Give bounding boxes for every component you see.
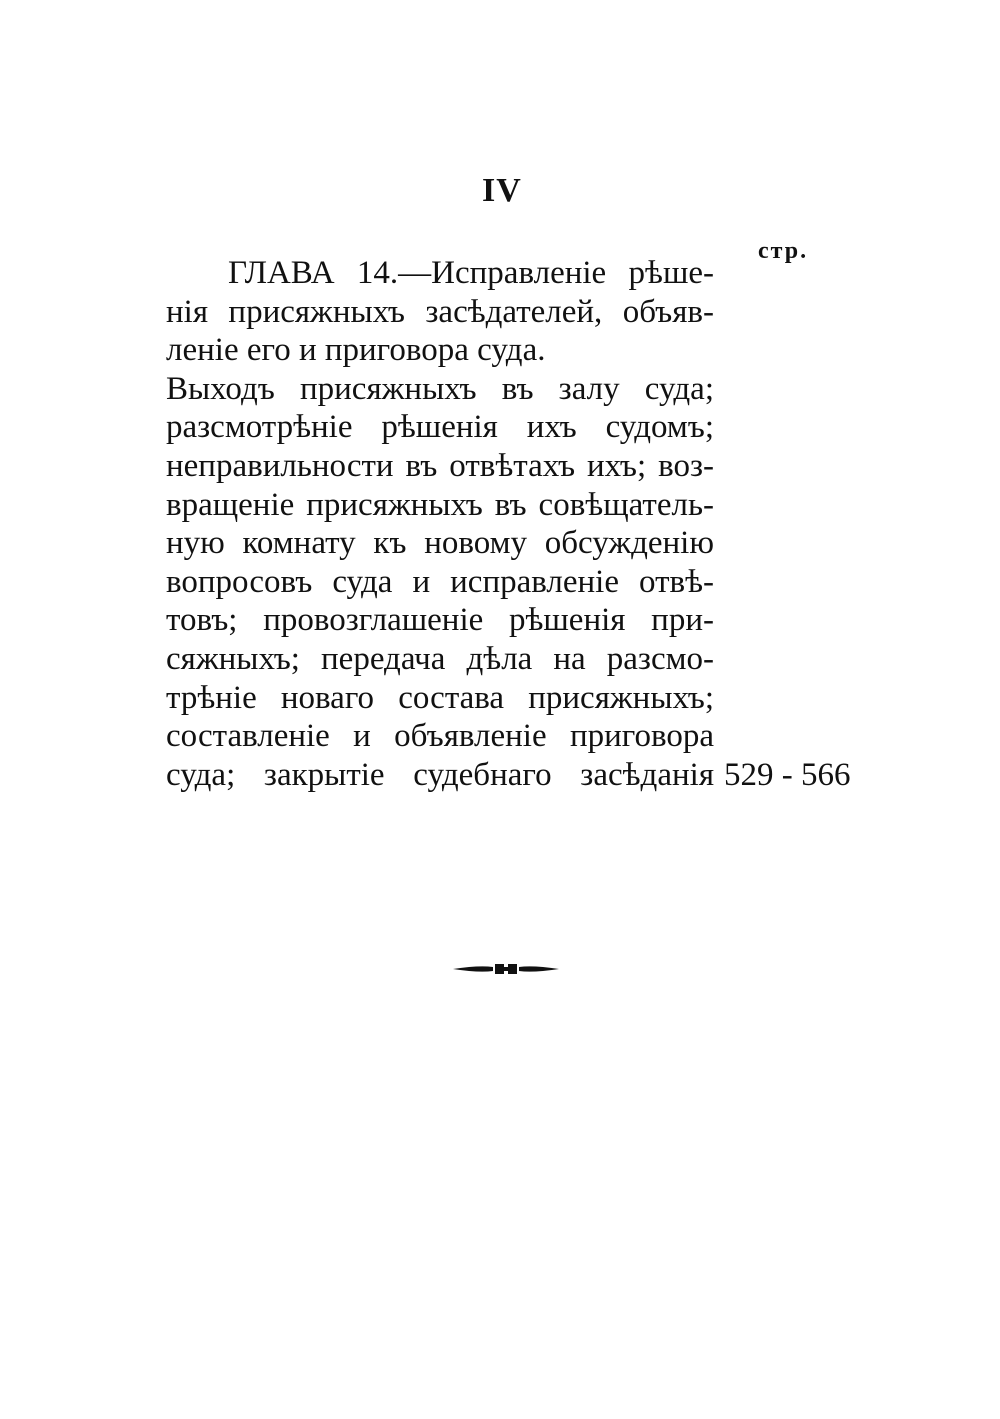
chapter-entry xyxy=(166,254,714,794)
entry-line: сяжныхъ; передача дѣла на разсмо- xyxy=(166,640,714,677)
ornament-rule-icon xyxy=(453,960,559,978)
page-number: IV xyxy=(482,172,522,209)
entry-line: вопросовъ суда и исправленіе отвѣ- xyxy=(166,563,714,600)
entry-line: составленіе и объявленіе приговора xyxy=(166,718,714,755)
entry-line: ную комнату къ новому обсужденію xyxy=(166,525,714,562)
entry-line: неправильности въ отвѣтахъ ихъ; воз- xyxy=(166,447,714,484)
entry-line: нія присяжныхъ засѣдателей, объяв- xyxy=(166,293,714,330)
entry-line: товъ; провозглашеніе рѣшенія при- xyxy=(166,602,714,639)
entry-line: трѣніе новаго состава присяжныхъ; xyxy=(166,679,714,716)
entry-line: разсмотрѣніе рѣшенія ихъ судомъ; xyxy=(166,409,714,446)
entry-line: вращеніе присяжныхъ въ совѣщатель- xyxy=(166,486,714,523)
page-range: 529 - 566 xyxy=(724,757,851,793)
entry-line: Выходъ присяжныхъ въ залу суда; xyxy=(166,370,714,407)
column-header: стр. xyxy=(758,238,809,264)
entry-line: леніе его и приговора суда. xyxy=(166,332,546,369)
entry-line: ГЛАВА 14.—Исправленіе рѣше- xyxy=(228,255,714,291)
entry-line: суда; закрытіе судебнаго засѣданія xyxy=(166,756,714,793)
